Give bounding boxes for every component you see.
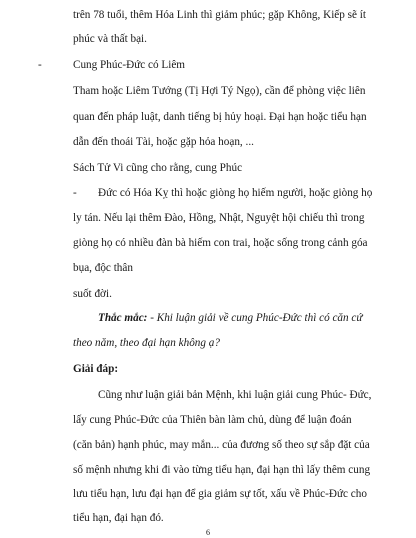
text-line: phúc và thất bại. [73,33,147,45]
text-line: ly tán. Nếu lại thêm Đào, Hồng, Nhật, Nguyệt hội chiếu thì trong [73,212,365,224]
text-line: quan đến pháp luật, danh tiếng bị hủy hoại. Đại hạn hoặc tiểu hạn [73,111,367,123]
text-line: số mệnh nhưng khi đi vào từng tiểu hạn, đại hạn thì lấy thêm cung [73,464,371,476]
text-line: bụa, độc thân [73,262,133,274]
question-line [98,313,362,324]
text-line: lấy cung Phúc-Đức của Thiên bàn làm chủ, dùng để luận đoán [73,414,352,426]
question-line: theo năm, theo đại hạn không ạ? [73,337,220,349]
list-dash: - [73,187,77,199]
text-line: suốt đời. [73,288,112,300]
text-line: trên 78 tuổi, thêm Hóa Linh thì giảm phúc; gặp Không, Kiếp sẽ ít [73,9,366,21]
text-line: giòng họ có nhiều đàn bà hiếm con trai, hoặc sống trong cảnh góa [73,237,368,249]
text-line: Sách Tử Vi cũng cho rằng, cung Phúc [73,162,243,174]
text-line: lưu tiểu hạn, lưu đại hạn để gia giảm sự tốt, xấu về Phúc-Đức cho [73,488,367,500]
text-line: Đức có Hóa Kỵ thì hoặc giòng họ hiếm người, hoặc giòng họ [98,187,373,199]
question-label: Thắc mắc: [98,312,148,324]
answer-label: Giải đáp: [73,363,119,375]
text-line: (căn bản) hạnh phúc, may mắn... của đương số theo sự sắp đặt của [73,439,370,451]
text-line: tiểu hạn, đại hạn đó. [73,512,164,524]
page-number: 6 [206,528,210,537]
text-line: Cũng như luận giải bản Mệnh, khi luận giải cung Phúc- Đức, [98,389,372,401]
list-dash: - [38,59,42,71]
text-line: dẫn đến thoái Tài, hoặc gặp hỏa hoạn, ... [73,136,254,148]
text-line: Tham hoặc Liêm Tướng (Tị Hợi Tý Ngọ), cần để phòng việc liên [73,85,366,97]
question-text: - Khi luận giải về cung Phúc-Đức thì có căn cứ [147,312,363,324]
text-line: Cung Phúc-Đức có Liêm [73,59,186,71]
